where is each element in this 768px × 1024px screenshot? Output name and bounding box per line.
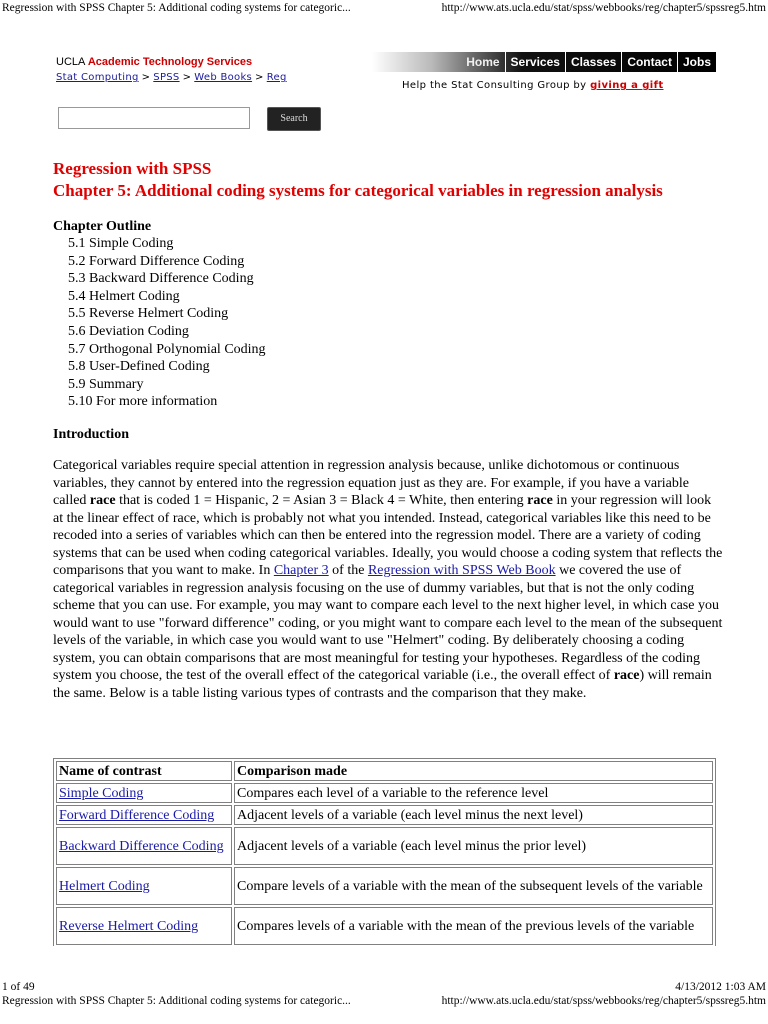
- contrasts-table: [53, 758, 716, 948]
- breadcrumb-reg[interactable]: Reg: [266, 72, 287, 83]
- intro-text: in your regression will look at the linear effect of race, which is probably not what you intended. Instead, categorical variables like this need to be recoded into a series of variables which can then be entered into the regression model. There are a variety of coding systems that can be used when coding categorical variables. Ideally, you would choose a coding system that reflects the comparisons that you want to make. In: [53, 493, 723, 578]
- gift-text: Help the Stat Consulting Group by: [402, 80, 587, 91]
- chapter-title: Chapter 5: Additional coding systems for categorical variables in regression analysis: [53, 181, 663, 200]
- footer-datetime: 4/13/2012 1:03 AM: [675, 981, 766, 993]
- gift-link[interactable]: giving a gift: [590, 80, 664, 91]
- print-header-title: Regression with SPSS Chapter 5: Additional coding systems for categoric...: [2, 2, 351, 14]
- page-title: Regression with SPSS: [53, 159, 212, 178]
- contrast-link[interactable]: Backward Difference Coding: [59, 838, 224, 854]
- intro-text: of the: [328, 563, 368, 578]
- outline-item[interactable]: 5.6 Deviation Coding: [68, 323, 189, 339]
- outline-item[interactable]: 5.3 Backward Difference Coding: [68, 271, 254, 287]
- comparison-cell: Compares each level of a variable to the reference level: [234, 783, 713, 803]
- breadcrumb: [56, 72, 287, 83]
- nav-contact[interactable]: Contact: [621, 52, 677, 72]
- table-row: [56, 907, 713, 945]
- outline-item[interactable]: 5.4 Helmert Coding: [68, 288, 180, 304]
- contrast-name-cell: [56, 907, 232, 945]
- footer-url: http://www.ats.ucla.edu/stat/spss/webbooks/reg/chapter5/spssreg5.htm: [441, 995, 766, 1007]
- print-header-url: http://www.ats.ucla.edu/stat/spss/webbooks/reg/chapter5/spssreg5.htm: [441, 2, 766, 14]
- outline-item[interactable]: 5.1 Simple Coding: [68, 236, 174, 251]
- contrast-link[interactable]: Simple Coding: [59, 785, 144, 801]
- comparison-cell: Adjacent levels of a variable (each level minus the next level): [234, 805, 713, 825]
- table-row: [56, 867, 713, 905]
- comparison-cell: Adjacent levels of a variable (each level minus the prior level): [234, 827, 713, 865]
- contrast-link[interactable]: Forward Difference Coding: [59, 807, 215, 823]
- outline-item[interactable]: 5.8 User-Defined Coding: [68, 359, 210, 375]
- outline-item[interactable]: 5.2 Forward Difference Coding: [68, 253, 245, 269]
- brand-ucla: UCLA: [56, 56, 85, 68]
- webbook-link[interactable]: Regression with SPSS Web Book: [367, 563, 556, 578]
- intro-text: we covered the use of categorical variables in regression analysis focusing on the use of dummy variables, but that is not the only coding scheme that you can use. For example, you may want to compare each level to the next higher level, in which case you would want to use "forward difference" coding, or you might want to compare each level to the mean of the subsequent levels of the variable, in which case you would want to use "Helmert" coding. By deliberately choosing a coding system, you can obtain comparisons that are most meaningful for testing your hypotheses. Regardless of the coding system you choose, the test of the overall effect of the categorical variable (i.e., the overall effect of: [53, 563, 723, 683]
- site-brand[interactable]: [56, 56, 252, 68]
- search-input[interactable]: [58, 107, 250, 129]
- table-row: [56, 827, 713, 865]
- table-header-row: [56, 761, 713, 781]
- contrast-name-cell: [56, 805, 232, 825]
- breadcrumb-separator: >: [255, 72, 264, 83]
- intro-heading: Introduction: [53, 427, 129, 442]
- outline-item[interactable]: 5.10 For more information: [68, 394, 218, 410]
- outline-item[interactable]: 5.9 Summary: [68, 376, 144, 392]
- comparison-cell: Compares levels of a variable with the mean of the previous levels of the variable: [234, 907, 713, 945]
- outline-item[interactable]: 5.7 Orthogonal Polynomial Coding: [68, 341, 266, 357]
- outline-heading: Chapter Outline: [53, 219, 152, 234]
- nav-jobs[interactable]: Jobs: [677, 52, 716, 72]
- race-term: race: [89, 493, 116, 508]
- outline-item[interactable]: 5.5 Reverse Helmert Coding: [68, 306, 229, 322]
- race-term: race: [613, 668, 640, 683]
- comparison-cell: Compare levels of a variable with the mean of the subsequent levels of the variable: [234, 867, 713, 905]
- breadcrumb-separator: >: [141, 72, 151, 83]
- header-comparison-made: Comparison made: [234, 761, 713, 781]
- header-name-of-contrast: Name of contrast: [56, 761, 232, 781]
- search-button[interactable]: Search: [267, 107, 321, 131]
- page-cut-mask: [53, 946, 716, 950]
- footer-title: Regression with SPSS Chapter 5: Additional coding systems for categoric...: [2, 995, 351, 1007]
- intro-text: Categorical variables require special attention in regression analysis because, unlike dichotomous or continuous variables, they cannot by entered into the regression equation just as they are. For example, if you have a variable called: [53, 458, 690, 508]
- contrast-name-cell: [56, 827, 232, 865]
- intro-text: ) will remain the same. Below is a table listing various types of contrasts and the comparison that they make.: [53, 668, 712, 701]
- contrast-link[interactable]: Helmert Coding: [59, 878, 150, 894]
- top-nav: [372, 52, 716, 72]
- brand-ats: Academic Technology Services: [87, 56, 253, 68]
- contrast-name-cell: [56, 867, 232, 905]
- table-row: [56, 783, 713, 803]
- breadcrumb-separator: >: [182, 72, 192, 83]
- intro-text: that is coded 1 = Hispanic, 2 = Asian 3 = Black 4 = White, then entering: [115, 493, 528, 508]
- breadcrumb-stat-computing[interactable]: Stat Computing: [56, 72, 139, 83]
- nav-services[interactable]: Services: [505, 52, 565, 72]
- nav-classes[interactable]: Classes: [565, 52, 621, 72]
- breadcrumb-spss[interactable]: SPSS: [153, 72, 180, 83]
- race-term: race: [527, 493, 553, 508]
- table-row: [56, 805, 713, 825]
- gift-line: [402, 80, 664, 91]
- footer-page-count: 1 of 49: [2, 981, 35, 993]
- nav-home[interactable]: Home: [466, 55, 500, 69]
- chapter3-link[interactable]: Chapter 3: [273, 563, 329, 578]
- intro-paragraph: [53, 457, 723, 702]
- contrast-link[interactable]: Reverse Helmert Coding: [59, 918, 199, 934]
- chapter-outline: [68, 235, 266, 411]
- contrast-name-cell: [56, 783, 232, 803]
- breadcrumb-web-books[interactable]: Web Books: [194, 72, 253, 83]
